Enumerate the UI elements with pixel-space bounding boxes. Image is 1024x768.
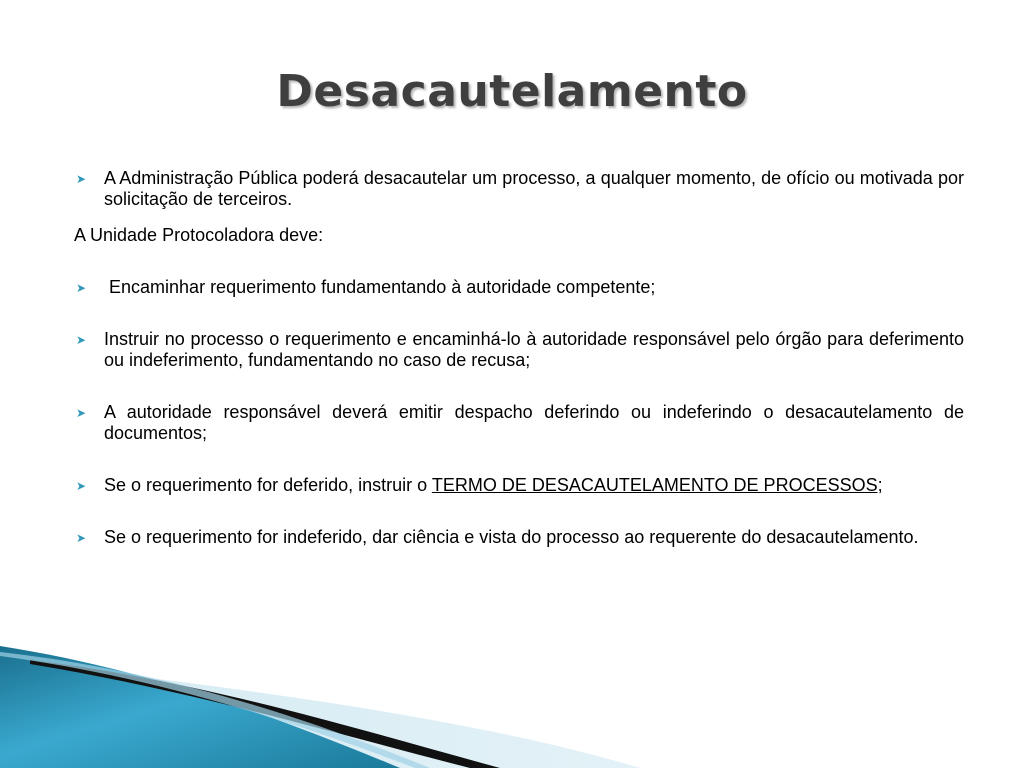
termo-link[interactable]: TERMO DE DESACAUTELAMENTO DE PROCESSOS; bbox=[431, 475, 883, 495]
section-label: A Unidade Protocoladora deve: bbox=[74, 225, 324, 245]
slide-title: Desacautelamento bbox=[276, 66, 748, 117]
arrow-bullet-icon: ➤ bbox=[76, 406, 87, 420]
arrow-bullet-icon: ➤ bbox=[76, 281, 87, 295]
bullet-text: Se o requerimento for indeferido, dar ciência e vista do processo ao requerente do desacautelamento. bbox=[104, 527, 919, 547]
bullet-text: A autoridade responsável deverá emitir despacho deferindo ou indeferindo o desacautelamento de documentos; bbox=[104, 402, 964, 443]
arrow-bullet-icon: ➤ bbox=[76, 172, 87, 186]
arrow-bullet-icon: ➤ bbox=[76, 479, 87, 493]
arrow-bullet-icon: ➤ bbox=[76, 531, 87, 545]
bullet-text: A Administração Pública poderá desacautelar um processo, a qualquer momento, de ofício ou motivada por solicitação de terceiros. bbox=[104, 168, 964, 209]
arrow-bullet-icon: ➤ bbox=[76, 333, 87, 347]
bullet-text: Se o requerimento for deferido, instruir o bbox=[104, 475, 432, 495]
bullet-text: Instruir no processo o requerimento e encaminhá-lo à autoridade responsável pelo órgão para deferimento ou indeferimento, fundamentando no caso de recusa; bbox=[104, 329, 964, 370]
bullet-text: Encaminhar requerimento fundamentando à autoridade competente; bbox=[104, 277, 656, 297]
